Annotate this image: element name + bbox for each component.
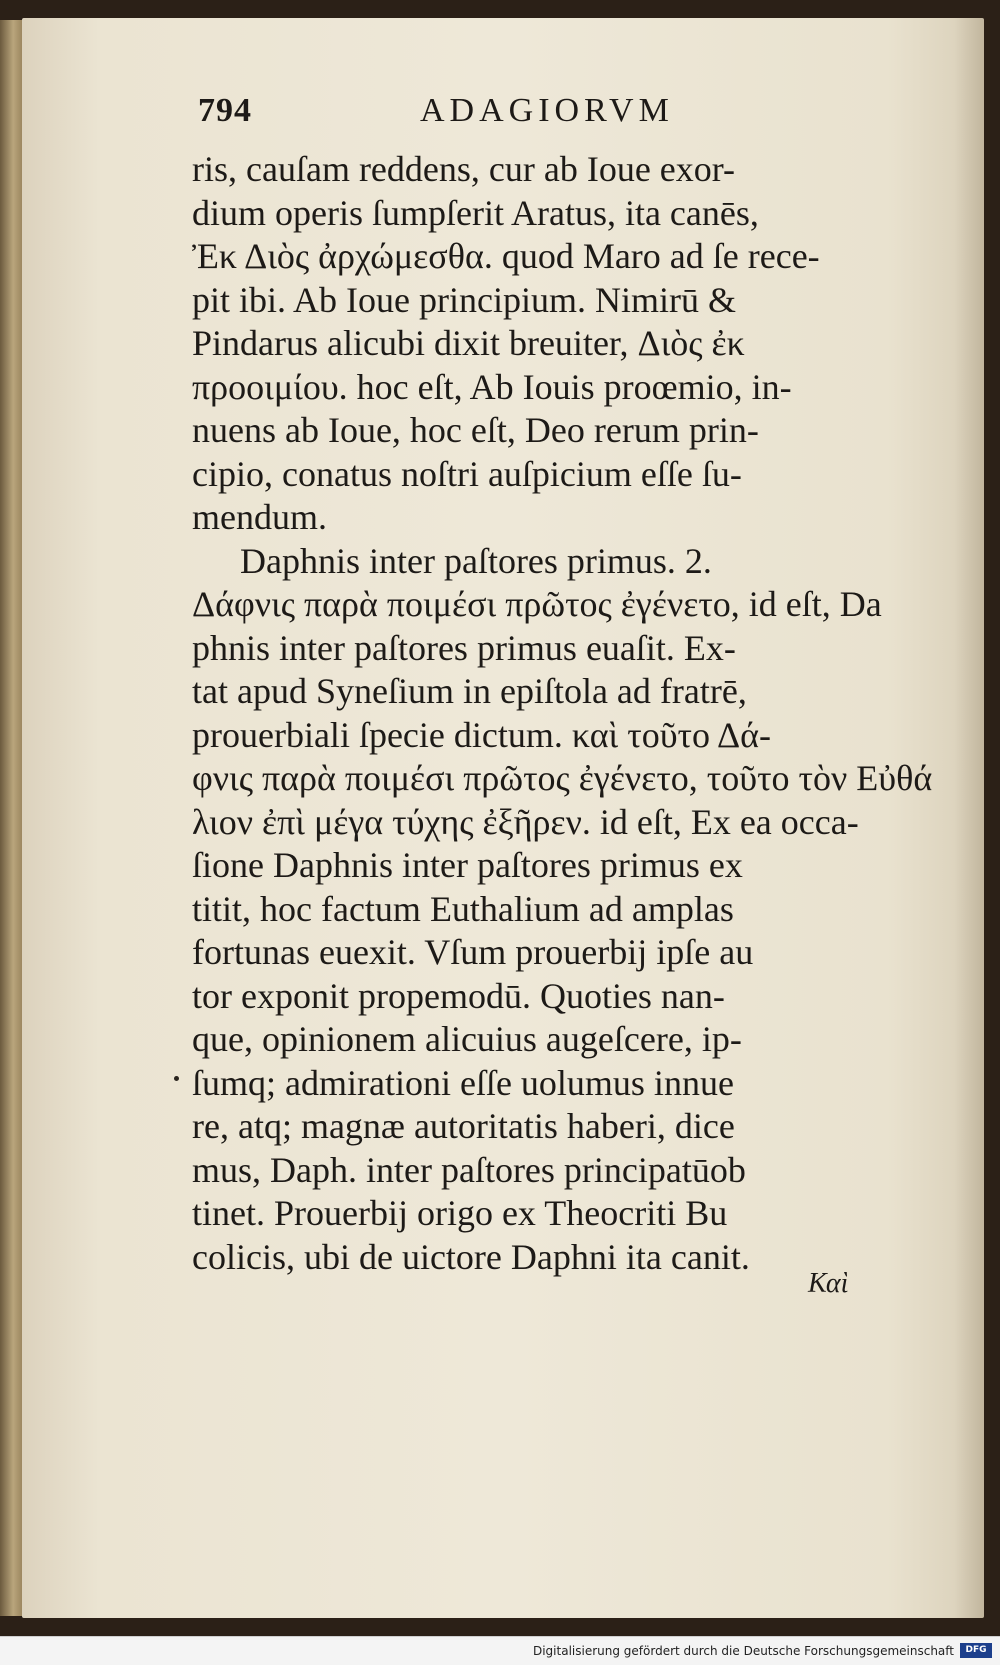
text-line: mus, Daph. inter paſtores principatūob [192,1149,746,1190]
text-line: ſumq; admirationi eſſe uolumus innue [192,1062,734,1103]
running-title: ADAGIORVM [420,92,674,129]
text-line: phnis inter paſtores primus euaſit. Ex- [192,627,736,668]
text-line: titit, hoc factum Euthalium ad amplas [192,888,734,929]
text-block [192,148,933,1279]
text-line: ſione Daphnis inter paſtores primus ex [192,845,743,885]
page-shadow [954,18,984,1618]
text-line: fortunas euexit. Vſum prouerbij ipſe au [192,932,754,972]
text-line: λιον ἐπὶ μέγα τύχης ἐξῆρεν. id eſt, Ex ea occa- [192,801,859,842]
margin-dot [174,1076,179,1081]
text-line: φνις παρὰ ποιμέσι πρῶτος ἐγένετο, τοῦτο τὸν Εὐθά [192,758,933,798]
text-line: Pindarus alicubi dixit breuiter, Διὸς ἐκ [192,323,745,363]
folio-number: 794 [198,92,252,129]
text-line: re, atq; magnæ autoritatis haberi, dice [192,1106,735,1146]
text-line: dium operis ſumpſerit Aratus, ita canēs, [192,192,759,233]
text-line: Ἐκ Διὸς ἀρχώμεσθα. quod Maro ad ſe rece- [192,236,820,276]
text-line: Δάφνις παρὰ ποιμέσι πρῶτος ἐγένετο, id eſt, Da [192,584,882,624]
footer-bar [0,1636,1000,1665]
text-line: ris, cauſam reddens, cur ab Ioue exor- [192,149,736,189]
text-line: tor exponit propemodū. Quoties nan- [192,975,725,1016]
text-line: nuens ab Ioue, hoc eſt, Deo rerum prin- [192,410,759,450]
book-edge [0,20,22,1616]
section-heading-line: Daphnis inter paſtores primus. 2. [240,540,712,581]
text-line: tinet. Prouerbij origo ex Theocriti Bu [192,1193,728,1233]
catchword: Καὶ [808,1268,849,1299]
text-line: prouerbiali ſpecie dictum. καὶ τοῦτο Δά- [192,714,772,755]
text-line: mendum. [192,497,327,537]
text-line: cipio, conatus noſtri auſpicium eſſe ſu- [192,453,742,494]
text-line: προοιμίου. hoc eſt, Ab Iouis proœmio, in- [192,366,792,407]
text-line: pit ibi. Ab Ioue principium. Nimirū & [192,279,736,320]
footer-credit: Digitalisierung gefördert durch die Deutsche Forschungsgemeinschaft [532,1644,954,1658]
text-line: que, opinionem alicuius augeſcere, ip- [192,1019,742,1059]
text-line: tat apud Syneſium in epiſtola ad fratrē, [192,671,747,711]
text-line: colicis, ubi de uictore Daphni ita canit. [192,1236,750,1277]
dfg-logo: DFG [960,1643,992,1658]
